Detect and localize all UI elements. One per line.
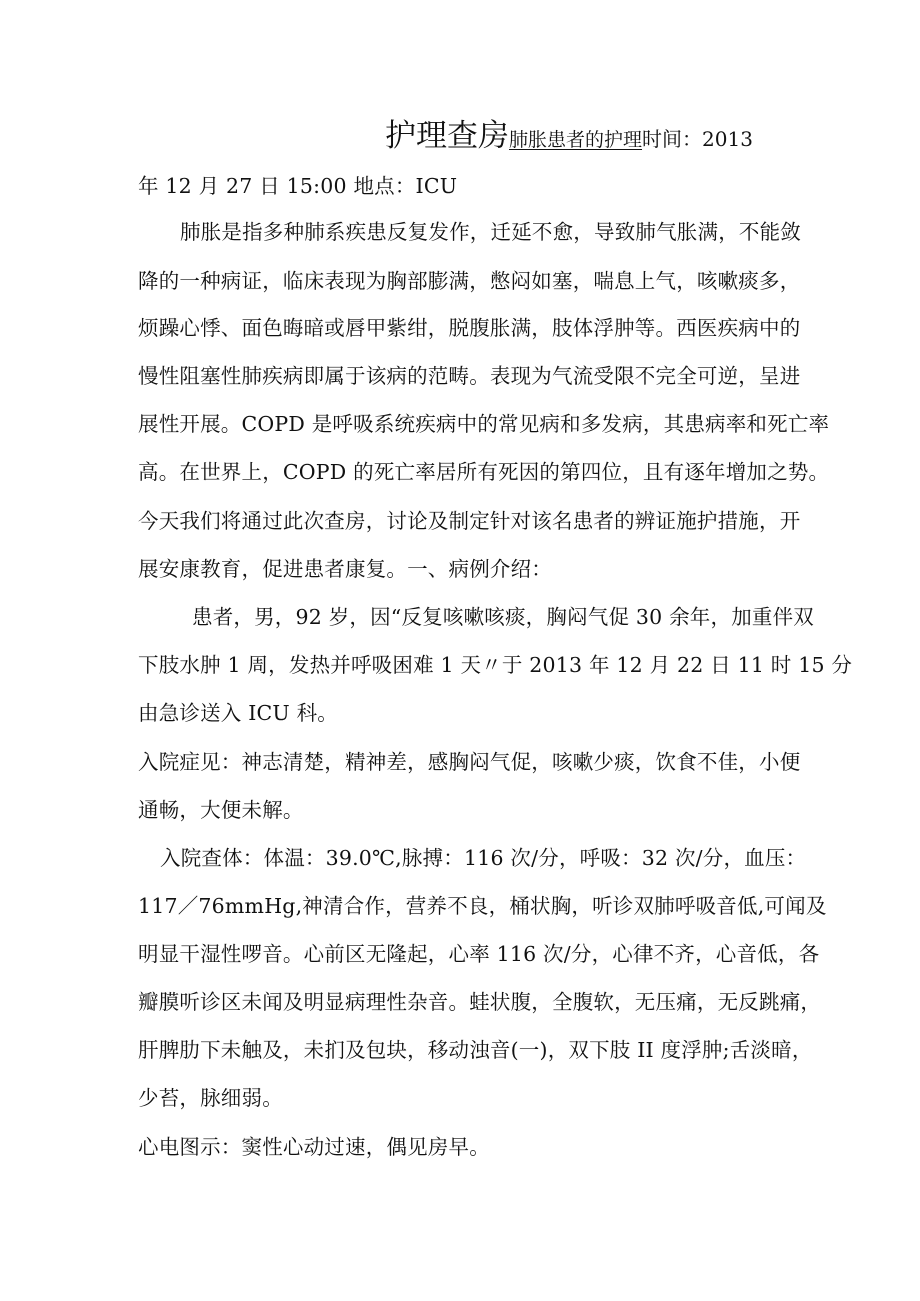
paragraph-line: 心电图示：窦性心动过速，偶见房早。 — [138, 1135, 490, 1159]
page-subtitle: 肺胀患者的护理 — [509, 129, 643, 151]
title-line — [385, 116, 753, 156]
paragraph-line: 肝脾肋下未触及，未扪及包块，移动浊音(一)，双下肢 II 度浮肿;舌淡暗， — [138, 1038, 813, 1062]
paragraph-line: 降的一种病证，临床表现为胸部膨满，憋闷如塞，喘息上气，咳嗽痰多， — [138, 269, 801, 293]
paragraph-line: 患者，男，92 岁，因“反复咳嗽咳痰，胸闷气促 30 余年，加重伴双 — [192, 605, 814, 629]
paragraph-line: 下肢水肿 1 周，发热并呼吸困难 1 天〃于 2013 年 12 月 22 日 11 时 15 分 — [138, 653, 853, 677]
paragraph-line: 117／76mmHg,神清合作，营养不良，桶状胸，听诊双肺呼吸音低,可闻及 — [138, 894, 827, 918]
paragraph-line: 入院症见：神志清楚，精神差，感胸闷气促，咳嗽少痰，饮食不佳，小便 — [138, 750, 801, 774]
paragraph-line: 明显干湿性啰音。心前区无隆起，心率 116 次/分，心律不齐，心音低，各 — [138, 942, 820, 966]
time-label: 时间：2013 — [642, 127, 753, 151]
paragraph-line: 展安康教育，促进患者康复。一、病例介绍： — [138, 557, 552, 581]
paragraph-line: 烦躁心悸、面色晦暗或唇甲紫绀，脱腹胀满，肢体浮肿等。西医疾病中的 — [138, 316, 801, 340]
paragraph-line: 瓣膜听诊区未闻及明显病理性杂音。蛙状腹，全腹软，无压痛，无反跳痛， — [138, 990, 822, 1014]
paragraph-line: 由急诊送入 ICU 科。 — [138, 701, 338, 725]
paragraph-line: 通畅，大便未解。 — [138, 798, 304, 822]
paragraph-line: 慢性阻塞性肺疾病即属于该病的范畴。表现为气流受限不完全可逆，呈进 — [138, 364, 801, 388]
paragraph-line: 入院查体：体温：39.0℃,脉搏：116 次/分，呼吸：32 次/分，血压： — [160, 846, 807, 870]
paragraph-line: 少苔，脉细弱。 — [138, 1086, 283, 1110]
paragraph-line: 今天我们将通过此次查房，讨论及制定针对该名患者的辨证施护措施，开 — [138, 509, 801, 533]
paragraph-line: 高。在世界上，COPD 的死亡率居所有死因的第四位，且有逐年增加之势。 — [138, 460, 830, 484]
page-title: 护理查房 — [385, 118, 509, 154]
date-location-line: 年 12 月 27 日 15:00 地点：ICU — [138, 174, 458, 198]
paragraph-line: 展性开展。COPD 是呼吸系统疾病中的常见病和多发病，其患病率和死亡率 — [138, 412, 830, 436]
paragraph-line: 肺胀是指多种肺系疾患反复发作，迁延不愈，导致肺气胀满，不能敛 — [180, 220, 801, 244]
